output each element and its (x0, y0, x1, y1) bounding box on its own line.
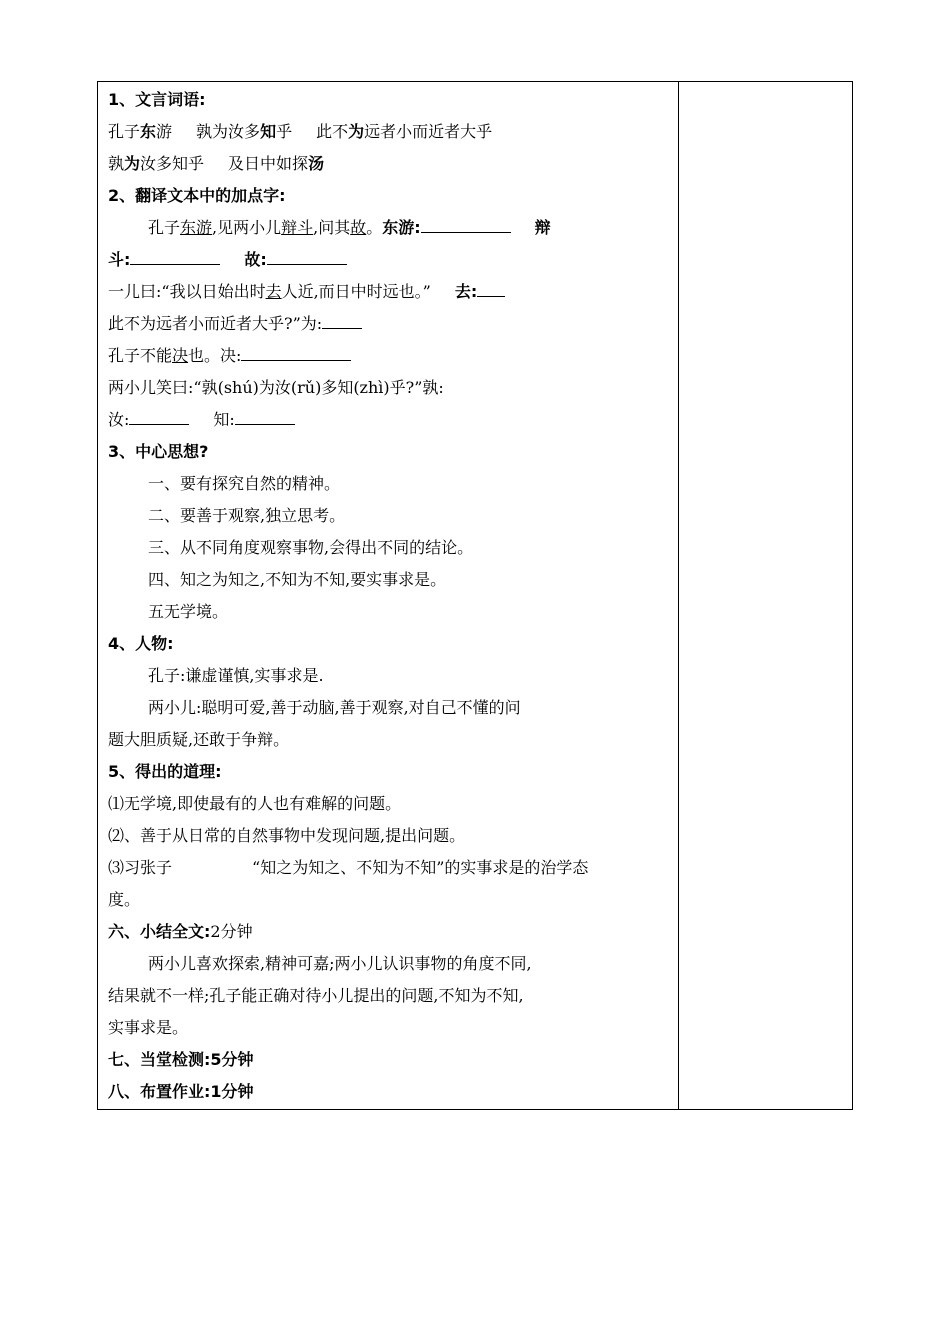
theme-item: 三、从不同角度观察事物,会得出不同的结论。 (148, 538, 474, 557)
theme-item: 五无学境。 (148, 602, 229, 621)
section-1-title: 1、文言词语: (108, 90, 206, 109)
translate-line-2: 斗: 故: (108, 244, 668, 276)
answer-blank[interactable] (235, 406, 295, 425)
translate-line-1: 孔子东游,见两小儿辩斗,问其故。东游: 辩 (108, 212, 668, 244)
character-confucius: 孔子:谦虚谨慎,实事求是. (148, 666, 324, 685)
answer-blank[interactable] (267, 246, 347, 265)
vocab-line-2: 孰为汝多知乎 及日中如探汤 (108, 154, 325, 173)
lesson-item-2: ⑵、善于从日常的自然事物中发现问题,提出问题。 (108, 826, 466, 845)
translate-line-4: 此不为远者小而近者大乎?”为: (108, 308, 668, 340)
lesson-table (97, 81, 853, 1110)
section-5-title: 5、得出的道理: (108, 762, 222, 781)
lesson-item-3: ⑶习张子 “知之为知之、不知为不知”的实事求是的治学态 (108, 858, 589, 877)
translate-line-6: 两小儿笑曰:“孰(shú)为汝(rǔ)多知(zhì)乎?”孰: (108, 378, 444, 397)
vocab-line-1: 孔子东游 孰为汝多知乎 此不为远者小而近者大乎 (108, 122, 493, 141)
theme-item: 二、要善于观察,独立思考。 (148, 506, 346, 525)
summary-line: 结果就不一样;孔子能正确对待小儿提出的问题,不知为不知, (108, 986, 524, 1005)
column-divider (678, 82, 679, 1109)
lesson-item-1: ⑴无学境,即使最有的人也有难解的问题。 (108, 794, 402, 813)
section-2-title: 2、翻译文本中的加点字: (108, 186, 286, 205)
summary-line: 两小儿喜欢探索,精神可嘉;两小儿认识事物的角度不同, (148, 954, 532, 973)
answer-blank[interactable] (477, 278, 505, 297)
lesson-content (108, 84, 668, 1108)
translate-line-3: 一儿曰:“我以日始出时去人近,而日中时远也。” 去: (108, 276, 668, 308)
answer-blank[interactable] (130, 246, 220, 265)
translate-line-7: 汝: 知: (108, 404, 668, 436)
character-children: 两小儿:聪明可爱,善于动脑,善于观察,对自己不懂的问 (148, 698, 521, 717)
lesson-item-3-cont: 度。 (108, 890, 141, 909)
theme-item: 一、要有探究自然的精神。 (148, 474, 341, 493)
section-3-title: 3、中心思想? (108, 442, 209, 461)
translate-line-5: 孔子不能决也。决: (108, 340, 668, 372)
answer-blank[interactable] (129, 406, 189, 425)
summary-line: 实事求是。 (108, 1018, 189, 1037)
section-7-title: 七、当堂检测:5分钟 (108, 1050, 254, 1069)
section-4-title: 4、人物: (108, 634, 174, 653)
section-6-title: 六、小结全文:2分钟 (108, 922, 253, 941)
answer-blank[interactable] (421, 214, 511, 233)
character-children-cont: 题大胆质疑,还敢于争辩。 (108, 730, 290, 749)
theme-item: 四、知之为知之,不知为不知,要实事求是。 (148, 570, 447, 589)
section-8-title: 八、布置作业:1分钟 (108, 1082, 254, 1101)
answer-blank[interactable] (241, 342, 351, 361)
answer-blank[interactable] (322, 310, 362, 329)
